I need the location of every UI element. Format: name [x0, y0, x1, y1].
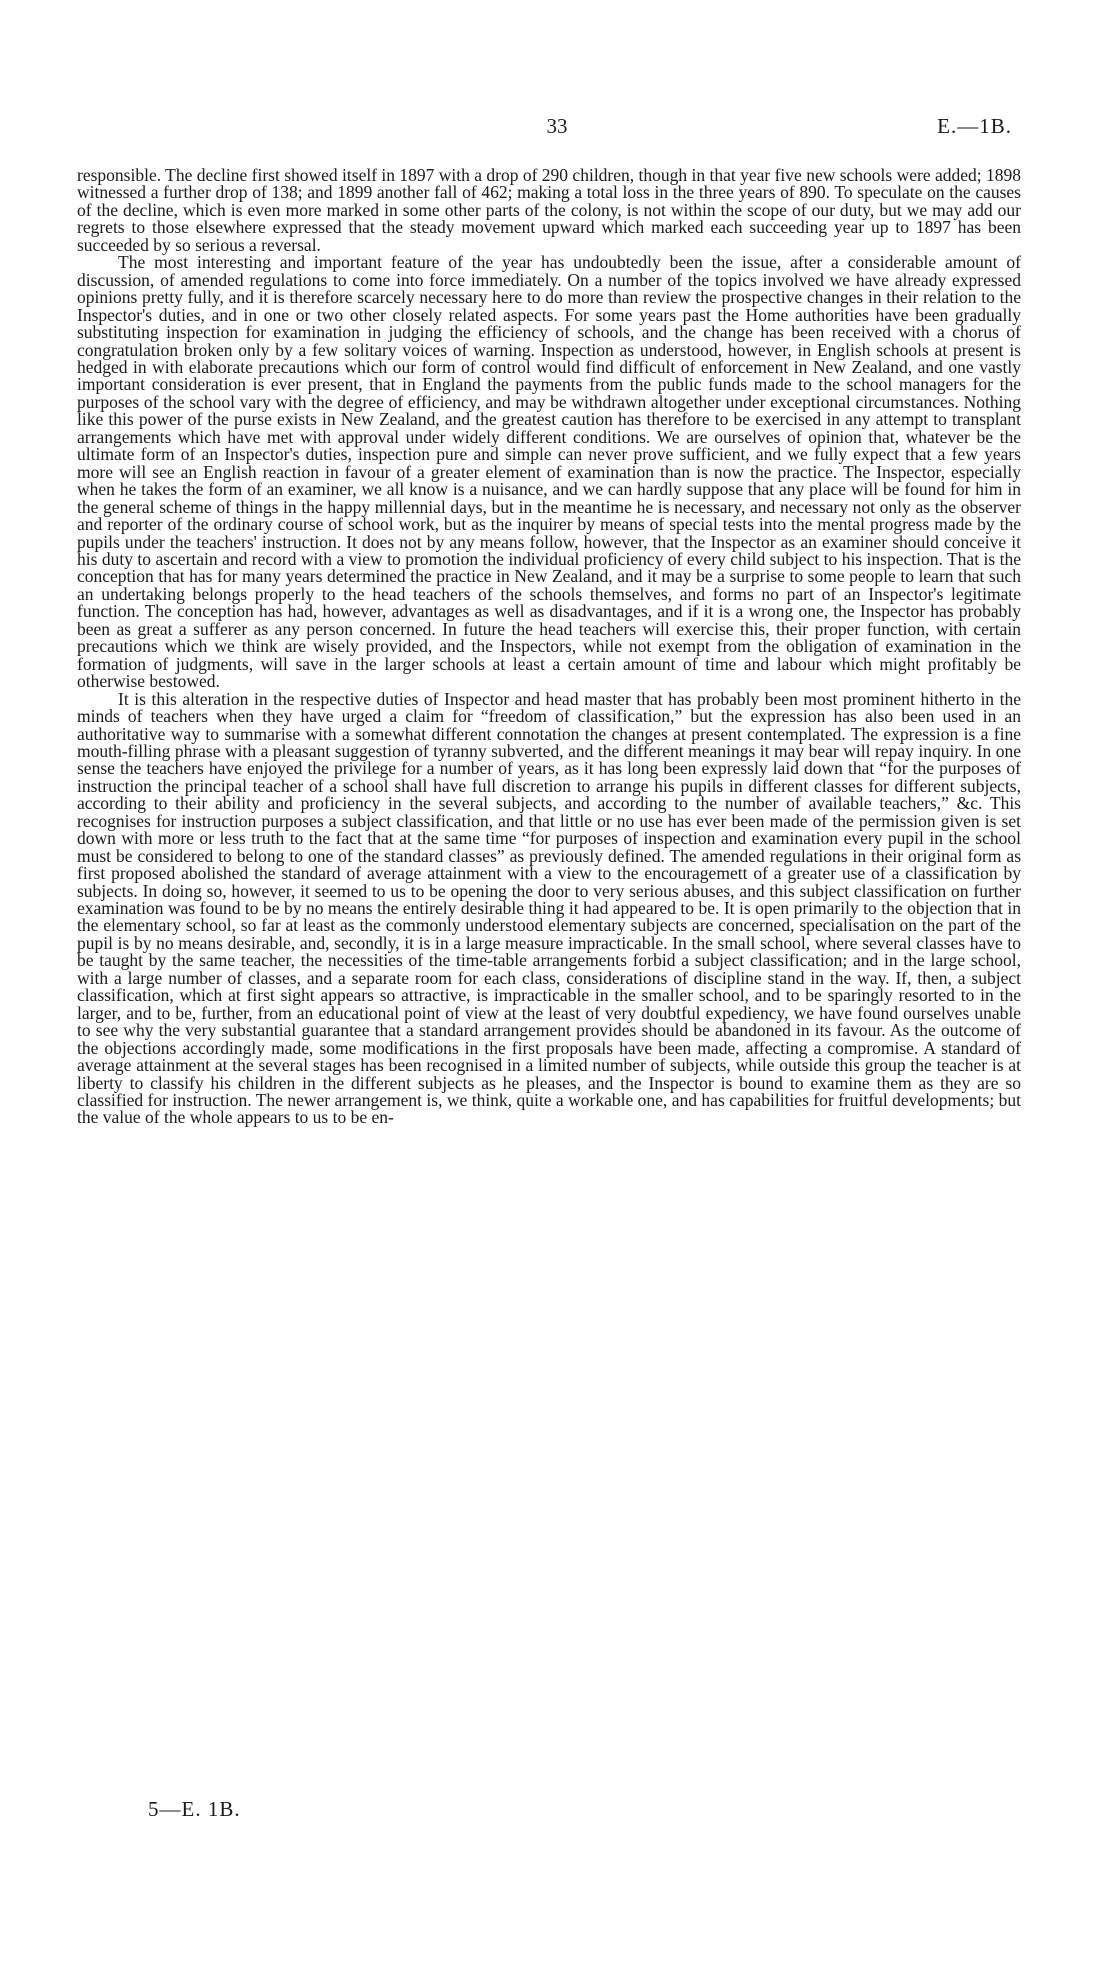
document-reference: E.—1B.: [937, 114, 1012, 138]
paragraph-amended-regulations: The most interesting and important feature of the year has undoubtedly been the issue, after a considerable amount of discussion, of amended regulations to come into force immediately. On a number of the topics involved we have already expressed opinions pretty fully, and it is therefore scarcely necessary here to do more than review the prospective changes in their relation to the Inspector's duties, and in one or two other closely related aspects. For some years past the Home authorities have been gradually substituting inspection for examination in judging the efficiency of schools, and the change has been received with a chorus of congratulation broken only by a few solitary voices of warning. Inspection as understood, however, in English schools at present is hedged in with elaborate precautions which our form of control would find difficult of enforcement in New Zealand, and one vastly important consideration is ever present, that in England the payments from the public funds made to the school managers for the purposes of the school vary with the degree of efficiency, and may be withdrawn altogether under exceptional circumstances. Nothing like this power of the purse exists in New Zealand, and the greatest caution has therefore to be exercised in any attempt to transplant arrangements which have met with approval under widely different conditions. We are ourselves of opinion that, whatever be the ultimate form of an Inspector's duties, inspection pure and simple can never prove sufficient, and we fully expect that a few years more will see an English reaction in favour of a greater element of examination than is now the practice. The Inspector, especially when he takes the form of an examiner, we all know is a nuisance, and we can hardly suppose that any place will be found for him in the general scheme of things in the happy millennial days, but in the meantime he is necessary, and necessary not only as the observer and reporter of the ordinary course of school work, but as the inquirer by means of special tests into the mental progress made by the pupils under the teachers' instruction. It does not by any means follow, however, that the Inspector as an examiner should conceive it his duty to ascertain and record with a view to promotion the individual proficiency of every child subject to his inspection. That is the conception that has for many years determined the practice in New Zealand, and it may be a surprise to some people to learn that such an undertaking belongs properly to the head teachers of the schools themselves, and forms no part of an Inspector's legitimate function. The conception has had, however, advantages as well as disadvantages, and if it is a wrong one, the Inspector has probably been as great a sufferer as any person concerned. In future the head teachers will exercise this, their proper function, with certain precautions which we think are wisely provided, and the Inspectors, while not exempt from the obligation of examination in the formation of judgments, will save in the larger schools at least a certain amount of time and labour which might profitably be otherwise bestowed.: [77, 252, 1021, 692]
paragraph-freedom-of-classification: It is this alteration in the respective duties of Inspector and head master that has probably been most prominent hitherto in the minds of teachers when they have urged a claim for “freedom of classification,” but the expression has also been used in an authoritative way to summarise with a somewhat different connotation the changes at present contemplated. The expression is a fine mouth-filling phrase with a pleasant suggestion of tyranny subverted, and the different meanings it may bear will repay inquiry. In one sense the teachers have enjoyed the privilege for a number of years, as it has long been expressly laid down that “for the purposes of instruction the principal teacher of a school shall have full discretion to arrange his pupils in different classes for different subjects, according to their ability and proficiency in the several subjects, and according to the number of available teachers,” &c. This recognises for instruction purposes a subject classification, and that little or no use has ever been made of the permission given is set down with more or less truth to the fact that at the same time “for purposes of inspection and examination every pupil in the school must be considered to belong to one of the standard classes” as previously defined. The amended regulations in their original form as first proposed abolished the standard of average attainment with a view to the encouragemett of a greater use of a classification by subjects. In doing so, however, it seemed to us to be opening the door to very serious abuses, and this subject classification on further examination was found to be by no means the entirely desirable thing it had appeared to be. It is open primarily to the objection that in the elementary school, so far at least as the commonly understood elementary subjects are concerned, specialisation on the part of the pupil is by no means desirable, and, secondly, it is in a large measure impracticable. In the small school, where several classes have to be taught by the same teacher, the necessities of the time-table arrangements forbid a subject classification; and in the large school, with a large number of classes, and a separate room for each class, considerations of discipline stand in the way. If, then, a subject classification, which at first sight appears so attractive, is impracticable in the smaller school, and to be sparingly resorted to in the larger, and to be, further, from an educational point of view at the least of very doubtful expediency, we have found ourselves unable to see why the very substantial guarantee that a standard arrangement provides should be abandoned in its favour. As the outcome of the objections accordingly made, some modifications in the first proposals have been made, affecting a compromise. A standard of average attainment at the several stages has been recognised in a limited number of subjects, while outside this group the teacher is at liberty to classify his children in the different subjects as he pleases, and the Inspector is bound to examine them as they are so classified for instruction. The newer arrangement is, we think, quite a workable one, and has capabilities for fruitful developments; but the value of the whole appears to us to be en-: [77, 688, 1021, 1128]
page-number: 33: [546, 114, 568, 138]
paragraph-continuation: responsible. The decline first showed itself in 1897 with a drop of 290 children, though in that year five new schools were added; 1898 witnessed a further drop of 138; and 1899 another fall of 462; making a total loss in the three years of 890. To speculate on the causes of the decline, which is even more marked in some other parts of the colony, is not within the scope of our duty, but we may add our regrets to those elsewhere expressed that the steady movement upward which marked each succeeding year up to 1897 has been succeeded by so serious a reversal.: [77, 165, 1021, 255]
sheet-signature: 5—E. 1B.: [148, 1797, 241, 1821]
body-text: [77, 167, 1021, 1127]
